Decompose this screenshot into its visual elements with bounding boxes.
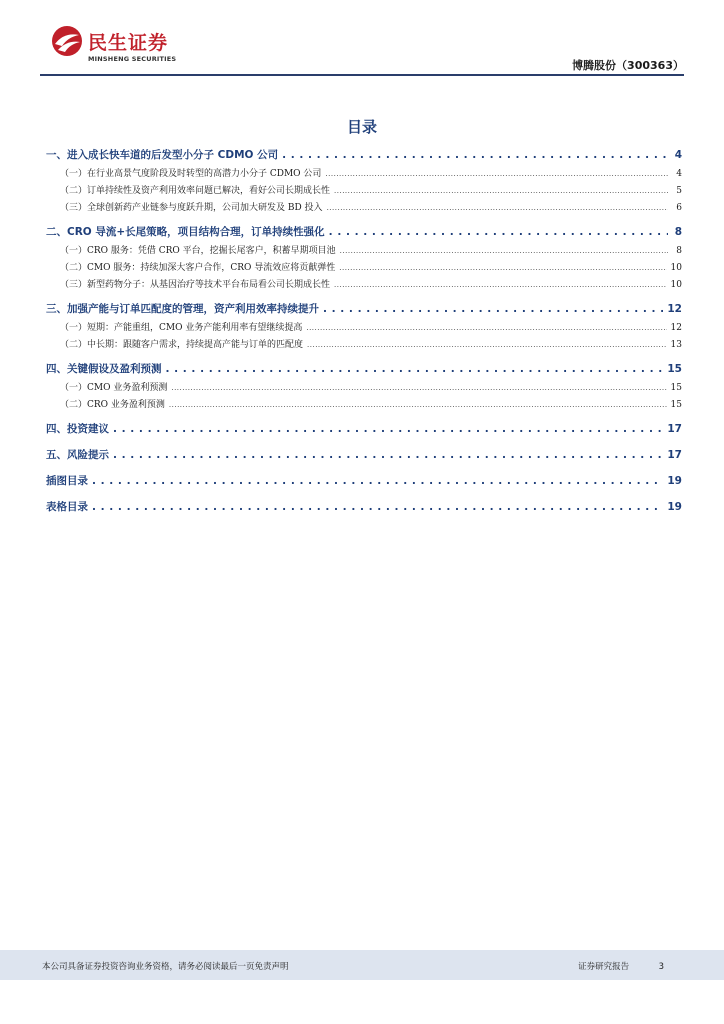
toc-entry-label: 五、风险提示: [46, 449, 109, 461]
toc-entry-subsection[interactable]: [46, 166, 682, 183]
toc-leader-dots: [340, 243, 668, 260]
logo-text-en: MINSHENG SECURITIES: [88, 55, 177, 63]
table-of-contents: [46, 144, 682, 518]
toc-entry-label: 三、加强产能与订单匹配度的管理，资产利用效率持续提升: [46, 303, 319, 315]
toc-entry-page: 4: [674, 149, 682, 161]
toc-entry-section[interactable]: [46, 418, 682, 440]
toc-entry-label: 一、进入成长快车道的后发型小分子 CDMO 公司: [46, 149, 279, 161]
toc-leader-dots: [282, 144, 668, 166]
toc-entry-label: （二）CRO 业务盈利预测: [60, 400, 165, 410]
toc-entry-subsection[interactable]: [46, 183, 682, 200]
toc-entry-subsection[interactable]: [46, 200, 682, 217]
toc-entry-subsection[interactable]: [46, 337, 682, 354]
toc-entry-section[interactable]: [46, 298, 682, 320]
toc-entry-label: 表格目录: [46, 501, 88, 513]
toc-leader-dots: [166, 358, 664, 380]
footer-doc-type-label: 证券研究报告: [578, 962, 630, 972]
toc-entry-page: 15: [670, 383, 682, 393]
toc-leader-dots: [339, 260, 666, 277]
toc-entry-page: 12: [667, 303, 682, 315]
toc-entry-page: 6: [676, 203, 682, 213]
toc-entry-subsection[interactable]: [46, 260, 682, 277]
company-name: 博腾股份（300363）: [572, 59, 684, 72]
toc-entry-label: （一）短期：产能重组，CMO 业务产能利用率有望继续提高: [60, 323, 303, 333]
toc-entry-page: 5: [676, 186, 682, 196]
toc-entry-section[interactable]: [46, 496, 682, 518]
toc-entry-section[interactable]: [46, 358, 682, 380]
toc-leader-dots: [307, 337, 667, 354]
toc-entry-subsection[interactable]: [46, 277, 682, 294]
footer-disclaimer: 本公司具备证券投资咨询业务资格，请务必阅读最后一页免责声明: [42, 962, 289, 972]
toc-entry-label: 插图目录: [46, 475, 88, 487]
toc-leader-dots: [325, 166, 668, 183]
toc-entry-page: 19: [667, 475, 682, 487]
page-footer: [0, 950, 724, 980]
toc-entry-page: 10: [670, 263, 682, 273]
logo-text-cn: 民生证券: [88, 32, 169, 54]
toc-entry-label: （二）订单持续性及资产利用效率问题已解决，看好公司长期成长性: [60, 186, 331, 196]
toc-entry-label: （三）新型药物分子：从基因治疗等技术平台布局看公司长期成长性: [60, 280, 331, 290]
toc-entry-page: 8: [674, 226, 682, 238]
toc-entry-page: 15: [670, 400, 682, 410]
toc-entry-label: （一）在行业高景气度阶段及时转型的高潜力小分子 CDMO 公司: [60, 169, 322, 179]
toc-leader-dots: [334, 277, 667, 294]
toc-leader-dots: [334, 183, 668, 200]
footer-page-number: 3: [658, 962, 664, 972]
toc-entry-label: （一）CRO 服务：凭借 CRO 平台，挖掘长尾客户，积蓄早期项目池: [60, 246, 336, 256]
page-header: [0, 0, 724, 78]
toc-leader-dots: [171, 380, 666, 397]
footer-doc-type: [578, 960, 664, 972]
toc-leader-dots: [327, 200, 668, 217]
toc-entry-section[interactable]: [46, 444, 682, 466]
toc-entry-page: 4: [676, 169, 682, 179]
toc-entry-label: 二、CRO 导流+长尾策略，项目结构合理，订单持续性强化: [46, 226, 325, 238]
minsheng-logo-icon: [50, 24, 84, 58]
toc-entry-label: 四、关键假设及盈利预测: [46, 363, 162, 375]
toc-entry-subsection[interactable]: [46, 380, 682, 397]
toc-entry-page: 13: [670, 340, 682, 350]
header-divider: [40, 74, 684, 76]
toc-entry-page: 19: [667, 501, 682, 513]
toc-entry-section[interactable]: [46, 221, 682, 243]
toc-leader-dots: [92, 470, 663, 492]
toc-entry-label: 四、投资建议: [46, 423, 109, 435]
toc-entry-subsection[interactable]: [46, 397, 682, 414]
minsheng-logo: [50, 30, 210, 70]
toc-leader-dots: [329, 221, 668, 243]
toc-leader-dots: [306, 320, 666, 337]
toc-entry-page: 15: [667, 363, 682, 375]
toc-entry-subsection[interactable]: [46, 320, 682, 337]
toc-entry-page: 10: [670, 280, 682, 290]
toc-entry-label: （二）中长期：跟随客户需求，持续提高产能与订单的匹配度: [60, 340, 304, 350]
toc-entry-label: （三）全球创新药产业链参与度跃升期，公司加大研发及 BD 投入: [60, 203, 323, 213]
toc-entry-page: 17: [667, 423, 682, 435]
toc-entry-page: 8: [676, 246, 682, 256]
toc-leader-dots: [323, 298, 663, 320]
toc-entry-section[interactable]: [46, 470, 682, 492]
toc-leader-dots: [169, 397, 667, 414]
toc-entry-section[interactable]: [46, 144, 682, 166]
toc-entry-label: （一）CMO 业务盈利预测: [60, 383, 168, 393]
toc-leader-dots: [113, 444, 663, 466]
toc-leader-dots: [113, 418, 663, 440]
toc-entry-subsection[interactable]: [46, 243, 682, 260]
toc-title: 目录: [346, 118, 377, 136]
toc-leader-dots: [92, 496, 663, 518]
toc-entry-page: 17: [667, 449, 682, 461]
toc-entry-label: （二）CMO 服务：持续加深大客户合作，CRO 导流效应将贡献弹性: [60, 263, 336, 273]
toc-entry-page: 12: [670, 323, 682, 333]
